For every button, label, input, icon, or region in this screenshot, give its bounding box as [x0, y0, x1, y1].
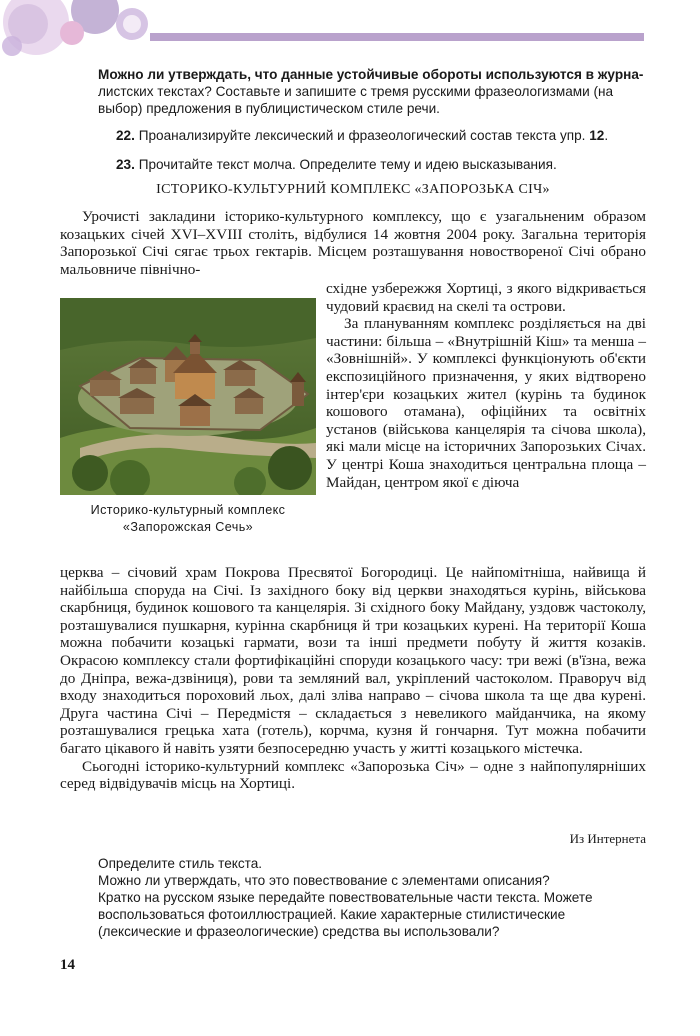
caption-line-2: «Запорожская Сечь» [122, 520, 254, 534]
question-1: Определите стиль текста. [98, 856, 263, 871]
task-22-text: Проанализируйте лексический и фразеологический состав текста упр. [138, 128, 586, 143]
paragraph-1-continued: східне узбережжя Хортиці, з якого відкривається чудовий краєвид на скелі та острови. [326, 280, 646, 315]
header-decoration [0, 0, 700, 70]
task-21-lead: Можно ли утверждать, что данные устойчивые обороты используются в журна- [98, 67, 644, 82]
question-3: Кратко на русском языке передайте повествовательные части текста. Можете воспользоваться фотоиллюстрацией. Какие характерные стилистические (лексические и фразеологические) средства вы использовали? [98, 890, 593, 939]
task-22 [116, 127, 646, 144]
fortress-photo [60, 298, 316, 495]
paragraph-2-continued: церква – січовий храм Покрова Пресвятої Богородиці. Це найпомітніша, найвища й найбільша споруда на Січі. Із західного боку від церкви знаходяться курінь, військова скарбниця, будинок кошового та канцелярія. Зі східного боку Майдану, уздовж частоколу, розташувалися пушкарня, курінна скарбниця й три козацьких курені. На території Коша можна побачити козацькі гармати, вози та інші предмети побуту й життя козаків. Окрасою комплексу стали фортифікаційні споруди козацького часу: три вежі (в'їзна, вежа до Дніпра, вежа-дзвіниця), рови та земляний вал, укріплений частоколом. Праворуч від входу знаходиться пороховий льох, далі зліва направо – січова школа та ще два курені. Друга частина Січі – Передмістя – складається з невеликого майданчика, на якому розташувалися грецька хата (готель), корчма, кузня й гончарня. Тут можна побачити багато цікавого й навіть узяти безпосередню участь у житті козацького містечка. [60, 564, 646, 757]
questions [98, 855, 646, 940]
paragraph-2: За плануванням комплекс розділяється на дві частини: більша – «Внутрішній Кіш» та менша – «Зовнішній». У комплексі функціонують об'єкти експозиційного призначення, у яких відтворено інтер'єри козацьких жител (курінь та будинок кошового отамана), офіційних та освітніх установ (військова канцелярія та січова школа), які мали місце на історичних Запорозьких Січах. У центрі Коша знаходиться центральна площа – Майдан, центром якої є діюча [326, 315, 646, 491]
task-22-ref: 12 [589, 128, 605, 143]
task-23-number: 23. [116, 157, 135, 172]
caption-line-1: Историко-культурный комплекс [90, 503, 286, 517]
paragraph-3: Сьогодні історико-культурний комплекс «Запорозька Січ» – одне з найпопулярніших серед відвідувачів місць на Хортиці. [60, 757, 646, 793]
task-21 [98, 66, 646, 117]
task-22-number: 22. [116, 128, 135, 143]
question-2: Можно ли утверждать, что это повествование с элементами описания? [98, 873, 550, 888]
task-23-text: Прочитайте текст молча. Определите тему и идею высказывания. [138, 157, 557, 172]
full-width-text [60, 564, 646, 793]
text-heading: ІСТОРИКО-КУЛЬТУРНИЙ КОМПЛЕКС «ЗАПОРОЗЬКА СІЧ» [156, 182, 550, 197]
source-note: Из Интернета [569, 831, 646, 846]
paragraph-1: Урочисті закладини історико-культурного комплексу, що є узагальненим образом козацьких січей XVI–XVIII століть, відбулися 14 жовтня 2004 року. Загальна територія Запорозької Січі сягає трьох гектарів. Місцем розташування новоствореної Січі обрано мальовниче північно- [60, 208, 646, 278]
page-number: 14 [60, 957, 75, 973]
photo-caption [60, 502, 316, 536]
task-23 [116, 156, 646, 173]
right-column [326, 280, 646, 491]
task-22-end: . [604, 128, 609, 143]
task-21-text: листских текстах? Составьте и запишите с тремя русскими фразеологизмами (на выбор) предложения в публицистическом стиле речи. [98, 84, 614, 116]
